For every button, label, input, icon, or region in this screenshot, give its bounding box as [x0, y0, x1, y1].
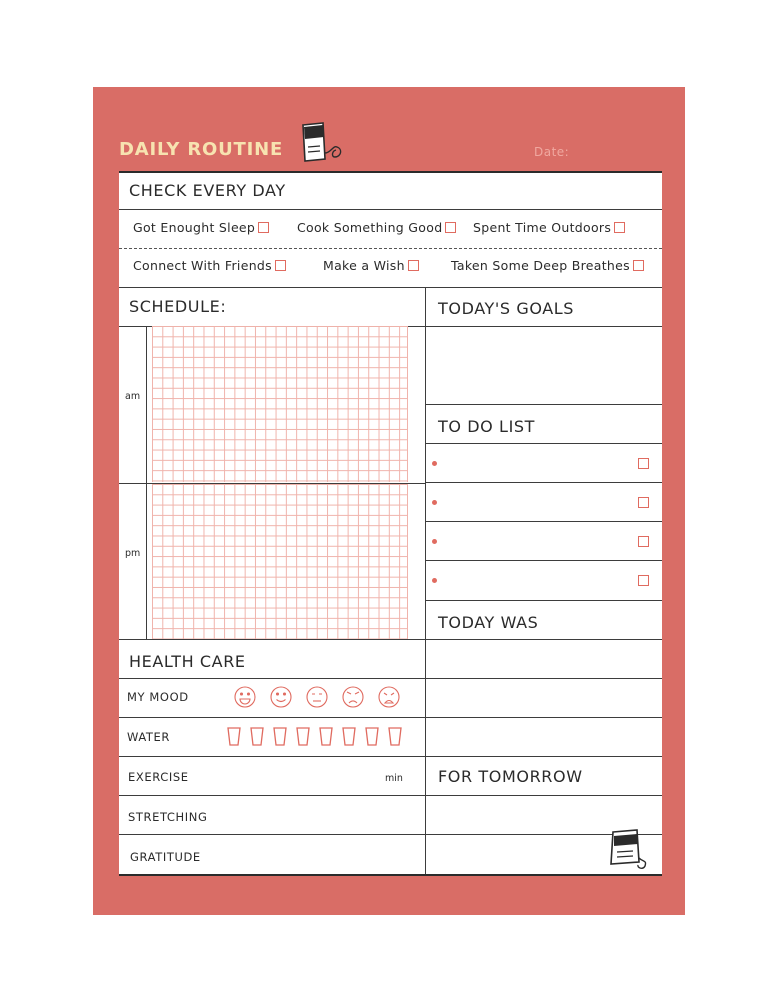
daily-routine-planner	[93, 87, 685, 915]
check-item-wish[interactable]	[323, 260, 419, 273]
water-glass-icon[interactable]	[251, 728, 263, 745]
check-item-label: Cook Something Good	[297, 220, 443, 235]
todays-goals-area[interactable]	[426, 327, 662, 404]
todo-bullet	[432, 539, 437, 544]
date-field[interactable]	[571, 145, 661, 161]
happy-face-icon[interactable]	[271, 687, 291, 707]
exercise-unit: min	[385, 773, 403, 784]
divider	[425, 639, 662, 640]
neutral-face-icon[interactable]	[307, 687, 327, 707]
todo-bullet	[432, 500, 437, 505]
my-mood-label: MY MOOD	[127, 690, 189, 704]
divider	[425, 678, 662, 679]
check-item-label: Got Enought Sleep	[133, 220, 256, 235]
divider	[425, 560, 662, 561]
notebook-icon	[299, 119, 347, 165]
divider	[425, 443, 662, 444]
schedule-grid-pm[interactable]	[152, 484, 408, 639]
dashed-divider	[119, 248, 662, 249]
checkbox[interactable]	[445, 222, 456, 233]
schedule-title: SCHEDULE:	[129, 297, 227, 316]
check-item-label: Connect With Friends	[133, 258, 272, 273]
divider	[119, 795, 425, 796]
checkbox[interactable]	[633, 260, 644, 271]
water-tracker	[226, 726, 406, 750]
check-item-outdoors[interactable]	[473, 222, 625, 235]
water-glass-icon[interactable]	[389, 728, 401, 745]
divider	[119, 756, 425, 757]
today-was-title: TODAY WAS	[438, 613, 539, 632]
divider	[425, 717, 662, 718]
todo-bullet	[432, 461, 437, 466]
planner-sheet	[119, 171, 662, 876]
gratitude-input[interactable]	[219, 841, 419, 869]
health-care-title: HEALTH CARE	[129, 652, 246, 671]
divider	[425, 795, 662, 796]
water-glass-icon[interactable]	[343, 728, 355, 745]
stretching-input[interactable]	[219, 801, 419, 829]
divider	[425, 404, 662, 405]
water-glass-icon[interactable]	[320, 728, 332, 745]
very-happy-face-icon[interactable]	[235, 687, 255, 707]
todo-checkbox[interactable]	[638, 575, 649, 586]
water-glass-icon[interactable]	[274, 728, 286, 745]
very-sad-face-icon[interactable]	[379, 687, 399, 707]
date-label: Date:	[534, 145, 570, 159]
divider	[119, 287, 662, 288]
divider	[119, 639, 425, 640]
exercise-label: EXERCISE	[128, 770, 189, 784]
divider	[425, 482, 662, 483]
divider	[119, 717, 425, 718]
top-border	[119, 171, 662, 173]
checkbox[interactable]	[258, 222, 269, 233]
bottom-border	[119, 874, 662, 876]
schedule-grid-am[interactable]	[152, 326, 408, 482]
divider	[119, 834, 425, 835]
checkbox[interactable]	[408, 260, 419, 271]
check-item-label: Spent Time Outdoors	[473, 220, 612, 235]
check-item-friends[interactable]	[133, 260, 286, 273]
water-glass-icon[interactable]	[366, 728, 378, 745]
am-label: am	[125, 391, 141, 402]
todo-checkbox[interactable]	[638, 458, 649, 469]
check-item-cook[interactable]	[297, 222, 456, 235]
for-tomorrow-title: FOR TOMORROW	[438, 767, 583, 786]
checkbox[interactable]	[275, 260, 286, 271]
divider	[119, 209, 662, 210]
checkbox[interactable]	[614, 222, 625, 233]
water-glass-icon[interactable]	[297, 728, 309, 745]
todays-goals-title: TODAY'S GOALS	[438, 299, 575, 318]
pm-label: pm	[125, 548, 141, 559]
todo-checkbox[interactable]	[638, 497, 649, 508]
to-do-list-title: TO DO LIST	[438, 417, 536, 436]
check-every-day-title: CHECK EVERY DAY	[129, 181, 286, 200]
notebook-icon	[607, 828, 651, 872]
check-item-sleep[interactable]	[133, 222, 269, 235]
gratitude-label: GRATITUDE	[130, 850, 201, 864]
water-label: WATER	[127, 730, 170, 744]
stretching-label: STRETCHING	[128, 810, 208, 824]
divider	[425, 756, 662, 757]
sad-face-icon[interactable]	[343, 687, 363, 707]
check-item-label: Make a Wish	[323, 258, 405, 273]
water-glass-icon[interactable]	[228, 728, 240, 745]
check-item-label: Taken Some Deep Breathes	[451, 258, 630, 273]
mood-selector	[232, 684, 412, 710]
todo-bullet	[432, 578, 437, 583]
todo-checkbox[interactable]	[638, 536, 649, 547]
divider	[425, 521, 662, 522]
planner-title: DAILY ROUTINE	[119, 139, 284, 160]
divider	[425, 600, 662, 601]
divider	[119, 678, 425, 679]
check-item-breathes[interactable]	[451, 260, 644, 273]
exercise-input[interactable]	[209, 761, 379, 789]
